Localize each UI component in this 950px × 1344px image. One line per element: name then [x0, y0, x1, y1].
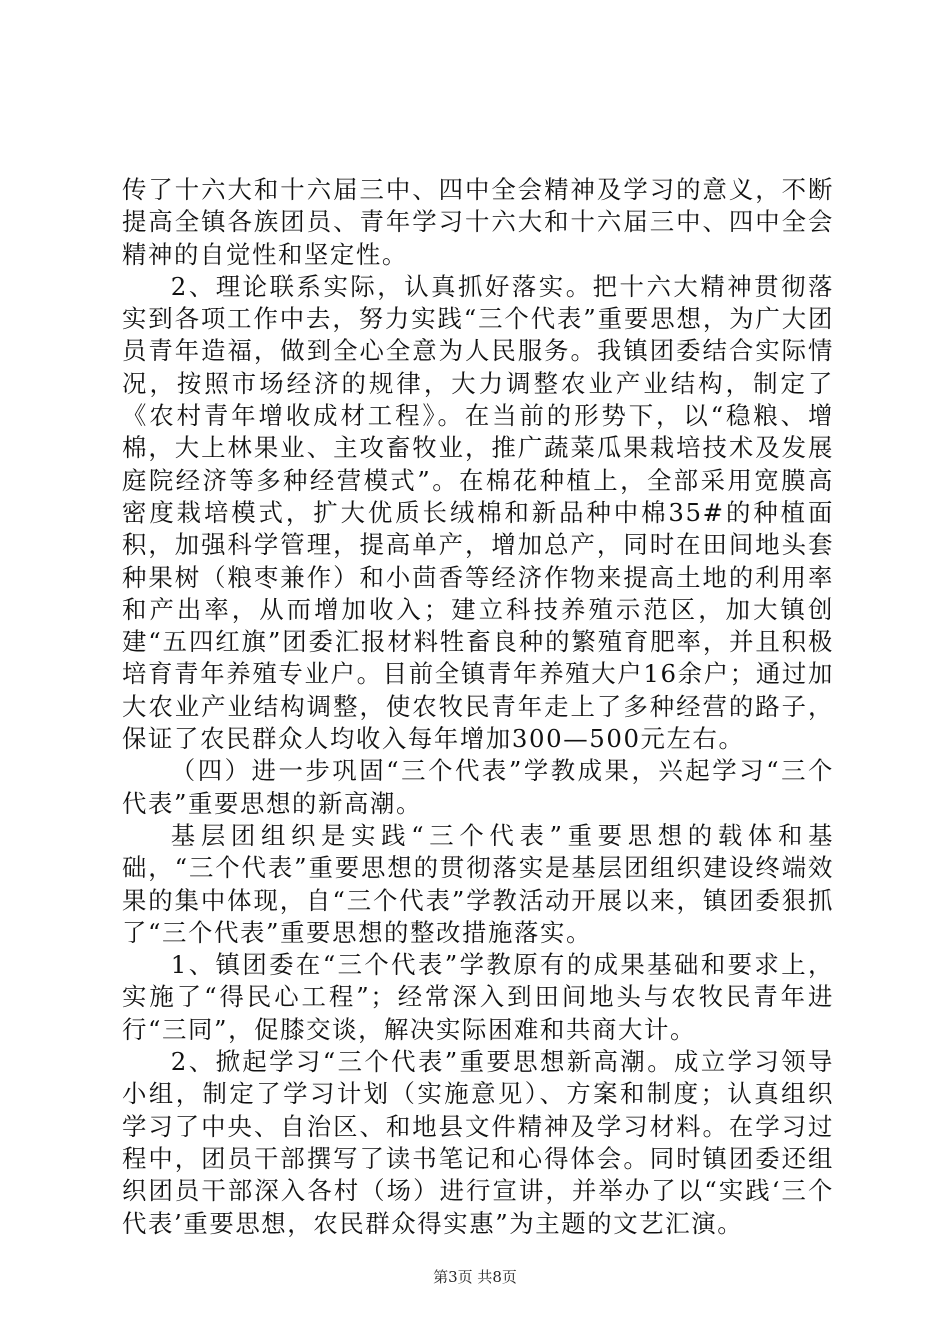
paragraph-item-one: 1、镇团委在“三个代表”学教原有的成果基础和要求上，实施了“得民心工程”；经常深入到田间地头与农牧民青年进行“三同”，促膝交谈，解决实际困难和共商大计。	[122, 950, 834, 1044]
document-body	[122, 174, 834, 1240]
paragraph-grassroots: 基层团组织是实践“三个代表”重要思想的载体和基础，“三个代表”重要思想的贯彻落实是基层团组织建设终端效果的集中体现，自“三个代表”学教活动开展以来，镇团委狠抓了“三个代表”重要思想的整改措施落实。	[122, 820, 834, 947]
paragraph-continuation: 传了十六大和十六届三中、四中全会精神及学习的意义，不断提高全镇各族团员、青年学习十六大和十六届三中、四中全会精神的自觉性和坚定性。	[122, 175, 834, 269]
section-heading-four: （四）进一步巩固“三个代表”学教成果，兴起学习“三个代表”重要思想的新高潮。	[122, 756, 834, 818]
paragraph-theory-practice: 2、理论联系实际，认真抓好落实。把十六大精神贯彻落实到各项工作中去，努力实践“三个代表”重要思想，为广大团员青年造福，做到全心全意为人民服务。我镇团委结合实际情况，按照市场经济的规律，大力调整农业产业结构，制定了《农村青年增收成材工程》。在当前的形势下，以“稳粮、增棉，大上林果业、主攻畜牧业，推广蔬菜瓜果栽培技术及发展庭院经济等多种经营模式”。在棉花种植上，全部采用宽膜高密度栽培模式，扩大优质长绒棉和新品种中棉35#的种植面积，加强科学管理，提高单产，增加总产，同时在田间地头套种果树（粮枣兼作）和小茴香等经济作物来提高土地的利用率和产出率，从而增加收入；建立科技养殖示范区，加大镇创建“五四红旗”团委汇报材料牲畜良种的繁殖育肥率，并且积极培育青年养殖专业户。目前全镇青年养殖大户16余户；通过加大农业产业结构调整，使农牧民青年走上了多种经营的路子，保证了农民群众人均收入每年增加300—500元左右。	[122, 271, 834, 754]
page-footer: 第3页 共8页	[433, 1268, 517, 1286]
paragraph-item-two: 2、掀起学习“三个代表”重要思想新高潮。成立学习领导小组，制定了学习计划（实施意见）、方案和制度；认真组织学习了中央、自治区、和地县文件精神及学习材料。在学习过程中，团员干部撰写了读书笔记和心得体会。同时镇团委还组织团员干部深入各村（场）进行宣讲，并举办了以“实践‘三个代表’重要思想，农民群众得实惠”为主题的文艺汇演。	[122, 1047, 834, 1238]
